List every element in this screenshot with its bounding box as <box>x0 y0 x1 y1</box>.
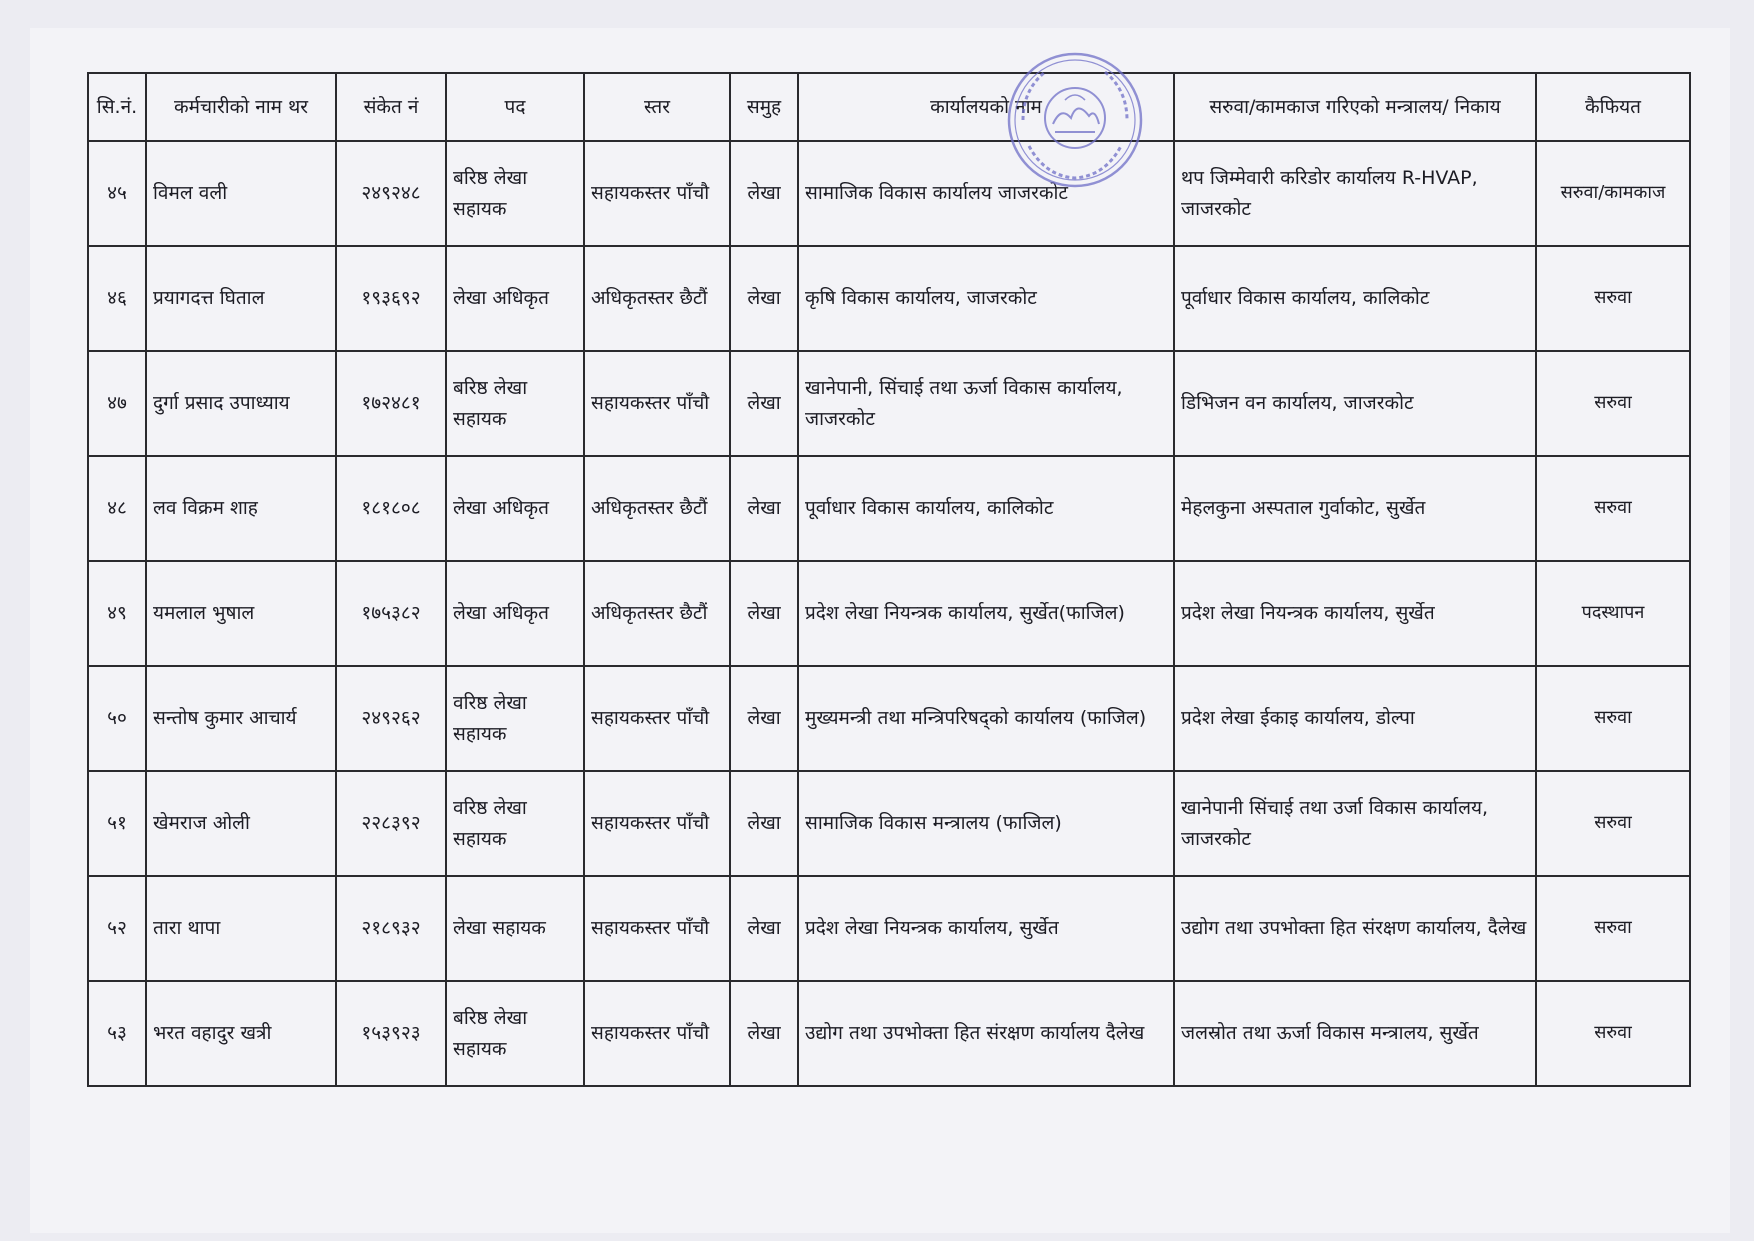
header-office-name: कार्यालयको नाम <box>798 73 1174 141</box>
destination-cell: थप जिम्मेवारी करिडोर कार्यालय R-HVAP, जाजरकोट <box>1174 141 1536 246</box>
code-cell: २२८३९२ <box>336 771 446 876</box>
code-cell: १७२४८१ <box>336 351 446 456</box>
destination-cell: जलस्रोत तथा ऊर्जा विकास मन्त्रालय, सुर्खेत <box>1174 981 1536 1086</box>
remarks-cell: सरुवा <box>1536 771 1690 876</box>
serial-cell: ४७ <box>88 351 146 456</box>
office-cell: सामाजिक विकास मन्त्रालय (फाजिल) <box>798 771 1174 876</box>
table-row <box>88 771 1690 876</box>
name-cell: सन्तोष कुमार आचार्य <box>146 666 336 771</box>
name-cell: खेमराज ओली <box>146 771 336 876</box>
group-cell: लेखा <box>730 666 798 771</box>
header-employee-name: कर्मचारीको नाम थर <box>146 73 336 141</box>
name-cell: प्रयागदत्त घिताल <box>146 246 336 351</box>
destination-cell: प्रदेश लेखा ईकाइ कार्यालय, डोल्पा <box>1174 666 1536 771</box>
level-cell: सहायकस्तर पाँचौ <box>584 666 730 771</box>
office-cell: प्रदेश लेखा नियन्त्रक कार्यालय, सुर्खेत(फाजिल) <box>798 561 1174 666</box>
destination-cell: पूर्वाधार विकास कार्यालय, कालिकोट <box>1174 246 1536 351</box>
table-row <box>88 141 1690 246</box>
office-cell: पूर्वाधार विकास कार्यालय, कालिकोट <box>798 456 1174 561</box>
table-row <box>88 456 1690 561</box>
group-cell: लेखा <box>730 351 798 456</box>
name-cell: तारा थापा <box>146 876 336 981</box>
level-cell: सहायकस्तर पाँचौ <box>584 981 730 1086</box>
level-cell: अधिकृतस्तर छैटौं <box>584 246 730 351</box>
office-cell: मुख्यमन्त्री तथा मन्त्रिपरिषद्को कार्यालय (फाजिल) <box>798 666 1174 771</box>
serial-cell: ५३ <box>88 981 146 1086</box>
group-cell: लेखा <box>730 141 798 246</box>
code-cell: २४९२६२ <box>336 666 446 771</box>
table-row <box>88 351 1690 456</box>
post-cell: वरिष्ठ लेखा सहायक <box>446 666 584 771</box>
post-cell: लेखा अधिकृत <box>446 246 584 351</box>
office-cell: उद्योग तथा उपभोक्ता हित संरक्षण कार्यालय दैलेख <box>798 981 1174 1086</box>
group-cell: लेखा <box>730 561 798 666</box>
remarks-cell: सरुवा <box>1536 456 1690 561</box>
remarks-cell: सरुवा/कामकाज <box>1536 141 1690 246</box>
table-row <box>88 666 1690 771</box>
serial-cell: ५२ <box>88 876 146 981</box>
transfer-table <box>87 72 1691 1087</box>
office-cell: प्रदेश लेखा नियन्त्रक कार्यालय, सुर्खेत <box>798 876 1174 981</box>
header-code-number: संकेत नं <box>336 73 446 141</box>
destination-cell: मेहलकुना अस्पताल गुर्वाकोट, सुर्खेत <box>1174 456 1536 561</box>
code-cell: १५३९२३ <box>336 981 446 1086</box>
header-remarks: कैफियत <box>1536 73 1690 141</box>
name-cell: भरत वहादुर खत्री <box>146 981 336 1086</box>
level-cell: सहायकस्तर पाँचौ <box>584 876 730 981</box>
header-level: स्तर <box>584 73 730 141</box>
header-group: समुह <box>730 73 798 141</box>
office-cell: सामाजिक विकास कार्यालय जाजरकोट <box>798 141 1174 246</box>
header-post: पद <box>446 73 584 141</box>
table-row <box>88 246 1690 351</box>
serial-cell: ५१ <box>88 771 146 876</box>
serial-cell: ५० <box>88 666 146 771</box>
level-cell: अधिकृतस्तर छैटौं <box>584 561 730 666</box>
group-cell: लेखा <box>730 771 798 876</box>
remarks-cell: सरुवा <box>1536 981 1690 1086</box>
code-cell: १७५३८२ <box>336 561 446 666</box>
table-row <box>88 981 1690 1086</box>
destination-cell: प्रदेश लेखा नियन्त्रक कार्यालय, सुर्खेत <box>1174 561 1536 666</box>
remarks-cell: सरुवा <box>1536 246 1690 351</box>
post-cell: लेखा अधिकृत <box>446 456 584 561</box>
post-cell: बरिष्ठ लेखा सहायक <box>446 351 584 456</box>
table-row <box>88 876 1690 981</box>
level-cell: सहायकस्तर पाँचौ <box>584 351 730 456</box>
code-cell: १९३६९२ <box>336 246 446 351</box>
post-cell: लेखा अधिकृत <box>446 561 584 666</box>
remarks-cell: पदस्थापन <box>1536 561 1690 666</box>
serial-cell: ४५ <box>88 141 146 246</box>
level-cell: सहायकस्तर पाँचौ <box>584 141 730 246</box>
table-header-row <box>88 73 1690 141</box>
level-cell: अधिकृतस्तर छैटौं <box>584 456 730 561</box>
name-cell: यमलाल भुषाल <box>146 561 336 666</box>
group-cell: लेखा <box>730 246 798 351</box>
destination-cell: उद्योग तथा उपभोक्ता हित संरक्षण कार्यालय, दैलेख <box>1174 876 1536 981</box>
group-cell: लेखा <box>730 456 798 561</box>
serial-cell: ४८ <box>88 456 146 561</box>
destination-cell: डिभिजन वन कार्यालय, जाजरकोट <box>1174 351 1536 456</box>
post-cell: बरिष्ठ लेखा सहायक <box>446 141 584 246</box>
office-cell: कृषि विकास कार्यालय, जाजरकोट <box>798 246 1174 351</box>
remarks-cell: सरुवा <box>1536 666 1690 771</box>
name-cell: विमल वली <box>146 141 336 246</box>
header-transfer-destination: सरुवा/कामकाज गरिएको मन्त्रालय/ निकाय <box>1174 73 1536 141</box>
group-cell: लेखा <box>730 876 798 981</box>
table-row <box>88 561 1690 666</box>
office-cell: खानेपानी, सिंचाई तथा ऊर्जा विकास कार्यालय, जाजरकोट <box>798 351 1174 456</box>
name-cell: लव विक्रम शाह <box>146 456 336 561</box>
serial-cell: ४६ <box>88 246 146 351</box>
code-cell: २४९२४८ <box>336 141 446 246</box>
remarks-cell: सरुवा <box>1536 876 1690 981</box>
level-cell: सहायकस्तर पाँचौ <box>584 771 730 876</box>
post-cell: वरिष्ठ लेखा सहायक <box>446 771 584 876</box>
header-serial: सि.नं. <box>88 73 146 141</box>
post-cell: लेखा सहायक <box>446 876 584 981</box>
remarks-cell: सरुवा <box>1536 351 1690 456</box>
post-cell: बरिष्ठ लेखा सहायक <box>446 981 584 1086</box>
destination-cell: खानेपानी सिंचाई तथा उर्जा विकास कार्यालय, जाजरकोट <box>1174 771 1536 876</box>
code-cell: १८१८०८ <box>336 456 446 561</box>
serial-cell: ४९ <box>88 561 146 666</box>
name-cell: दुर्गा प्रसाद उपाध्याय <box>146 351 336 456</box>
group-cell: लेखा <box>730 981 798 1086</box>
code-cell: २१८९३२ <box>336 876 446 981</box>
